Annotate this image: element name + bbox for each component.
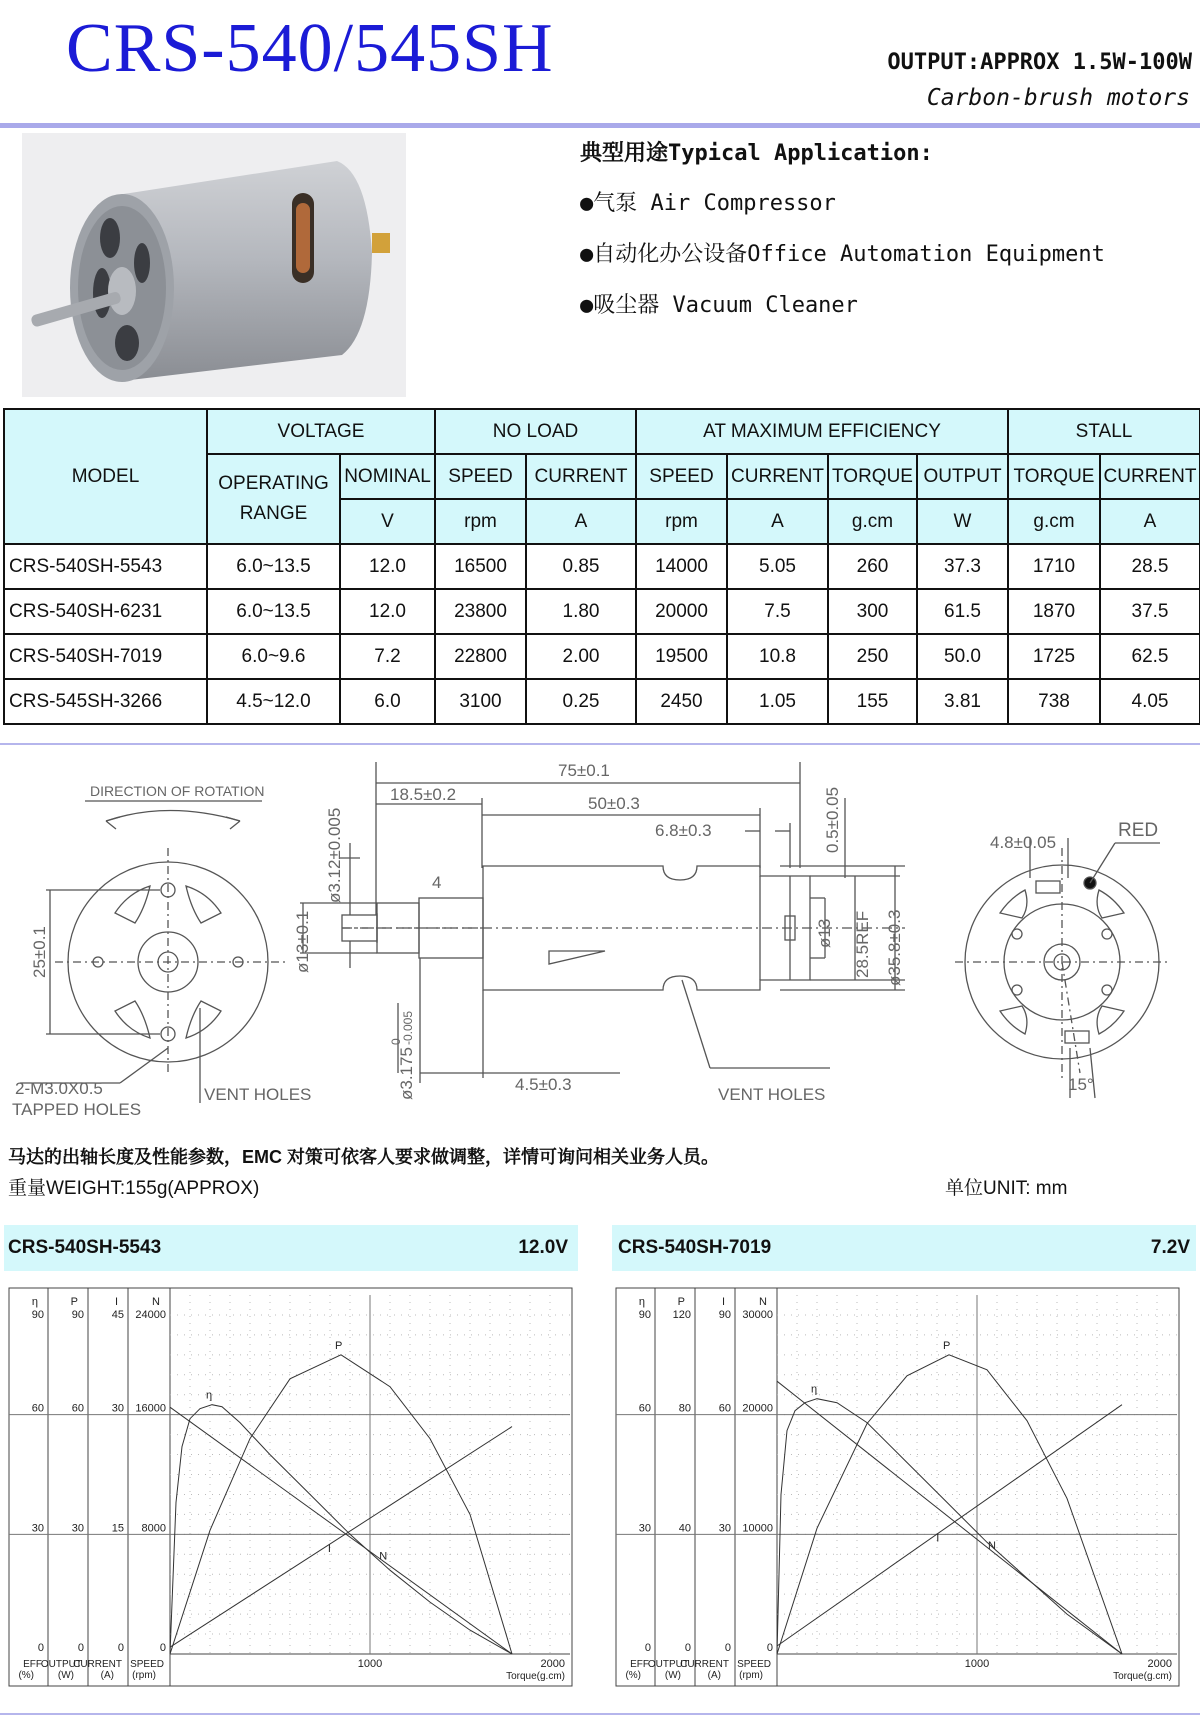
dim-label: 0.5±0.05 — [823, 786, 842, 853]
axis-tick-label: 0 — [159, 1642, 166, 1654]
axis-name: SPEED — [130, 1659, 164, 1670]
rotation-label: DIRECTION OF ROTATION — [90, 783, 265, 799]
table-cell: 20000 — [636, 589, 727, 634]
series-label: η — [206, 1389, 213, 1402]
axis-tick-label: 30 — [31, 1522, 44, 1535]
chart-frame — [9, 1288, 572, 1686]
axis-tick-label: 60 — [638, 1402, 651, 1415]
table-cell: 61.5 — [917, 589, 1008, 634]
series-label: N — [988, 1539, 996, 1552]
axis-tick-label: 16000 — [135, 1402, 166, 1415]
table-cell: 5.05 — [727, 544, 828, 589]
table-cell: 1.80 — [526, 589, 636, 634]
axis-name: SPEED — [737, 1659, 771, 1670]
unit-header: g.cm — [828, 499, 917, 544]
column-header: TORQUE — [828, 454, 917, 499]
header-max-efficiency: AT MAXIMUM EFFICIENCY — [636, 409, 1008, 454]
unit-header: A — [727, 499, 828, 544]
table-cell: 19500 — [636, 634, 727, 679]
table-cell: 6.0~13.5 — [207, 589, 340, 634]
table-row — [4, 679, 1200, 724]
table-cell: 1.05 — [727, 679, 828, 724]
performance-chart — [615, 1287, 1181, 1687]
axis-symbol: N — [152, 1296, 160, 1308]
dim-label: 4.8±0.05 — [990, 833, 1057, 852]
table-cell: 12.0 — [340, 589, 435, 634]
table-cell: 0.25 — [526, 679, 636, 724]
axis-unit: (rpm) — [739, 1670, 763, 1681]
axis-tick-label: 0 — [644, 1642, 651, 1654]
column-header: OUTPUT — [917, 454, 1008, 499]
table-cell: 50.0 — [917, 634, 1008, 679]
dim-label: VENT HOLES — [204, 1085, 312, 1104]
unit-header: V — [340, 499, 435, 544]
dim-label: ø3.12±0.005 — [325, 807, 344, 903]
table-cell: 3.81 — [917, 679, 1008, 724]
table-cell: 6.0~13.5 — [207, 544, 340, 589]
cell-model: CRS-540SH-7019 — [4, 634, 207, 679]
dim-label: 15° — [1068, 1075, 1094, 1094]
table-cell: 16500 — [435, 544, 526, 589]
x-axis-label: Torque(g.cm) — [506, 1671, 565, 1682]
dim-label: 4.5±0.3 — [515, 1075, 572, 1094]
axis-tick-label: 90 — [71, 1309, 84, 1321]
table-cell: 37.5 — [1100, 589, 1200, 634]
column-header: CURRENT — [727, 454, 828, 499]
axis-symbol: η — [638, 1296, 645, 1308]
axis-tick-label: 60 — [718, 1402, 731, 1415]
dim-label: 4 — [432, 873, 442, 892]
table-cell: 7.5 — [727, 589, 828, 634]
chart-voltage: 7.2V — [1150, 1237, 1190, 1258]
header-divider — [0, 123, 1200, 128]
series-label: I — [936, 1532, 940, 1545]
cell-model: CRS-540SH-5543 — [4, 544, 207, 589]
table-cell: 300 — [828, 589, 917, 634]
axis-tick-label: 30 — [638, 1522, 651, 1535]
axis-name: EFF — [23, 1659, 42, 1670]
table-row — [4, 634, 1200, 679]
x-tick-label: 1000 — [357, 1658, 383, 1670]
application-item: ●吸尘器 Vacuum Cleaner — [580, 293, 858, 318]
header-operating-range — [207, 454, 340, 544]
performance-chart — [8, 1287, 574, 1687]
axis-symbol: η — [31, 1296, 38, 1308]
axis-unit: (rpm) — [132, 1670, 156, 1681]
axis-unit: (W) — [664, 1670, 681, 1681]
axis-tick-label: 20000 — [742, 1402, 773, 1415]
table-cell: 22800 — [435, 634, 526, 679]
application-item: ●自动化办公设备Office Automation Equipment — [580, 242, 1105, 267]
axis-tick-label: 30000 — [742, 1309, 773, 1321]
chart-model: CRS-540SH-7019 — [618, 1237, 772, 1258]
table-cell: 23800 — [435, 589, 526, 634]
axis-tick-label: 90 — [31, 1309, 44, 1321]
unit-header: A — [526, 499, 636, 544]
series-line — [777, 1381, 1122, 1654]
series-label: P — [943, 1339, 951, 1352]
x-tick-label: 2000 — [540, 1658, 565, 1670]
axis-unit: (A) — [707, 1670, 721, 1681]
series-line — [170, 1427, 512, 1648]
axis-tick-label: 30 — [718, 1522, 731, 1535]
dim-tolerance: -0.005 — [401, 1010, 415, 1045]
axis-symbol: P — [70, 1296, 78, 1308]
table-cell: 2.00 — [526, 634, 636, 679]
column-header: CURRENT — [526, 454, 636, 499]
column-header: SPEED — [435, 454, 526, 499]
axis-tick-label: 120 — [672, 1309, 691, 1321]
series-line — [170, 1355, 512, 1654]
table-cell: 0.85 — [526, 544, 636, 589]
series-line — [777, 1405, 1122, 1646]
dim-label: 50±0.3 — [588, 794, 640, 813]
unit-header: g.cm — [1008, 499, 1100, 544]
note-cn: 马达的出轴长度及性能参数，EMC 对策可依客人要求做调整，详情可询问相关业务人员。 — [8, 1147, 719, 1167]
dim-label: ø13±0.1 — [293, 910, 312, 973]
axis-tick-label: 0 — [724, 1642, 731, 1654]
axis-name: OUTPUT — [647, 1659, 689, 1670]
axis-tick-label: 0 — [684, 1642, 691, 1654]
application-item: ●气泵 Air Compressor — [580, 191, 836, 216]
table-cell: 4.05 — [1100, 679, 1200, 724]
table-cell: 62.5 — [1100, 634, 1200, 679]
table-cell: 6.0~9.6 — [207, 634, 340, 679]
dim-label: ø3.175 — [397, 1047, 416, 1100]
unit-note: 单位UNIT: mm — [945, 1178, 1068, 1199]
applications-heading: 典型用途Typical Application: — [580, 141, 933, 166]
unit-header: W — [917, 499, 1008, 544]
axis-tick-label: 0 — [117, 1642, 124, 1654]
axis-tick-label: 10000 — [742, 1522, 773, 1535]
axis-symbol: P — [677, 1296, 685, 1308]
axis-tick-label: 0 — [77, 1642, 84, 1654]
axis-unit: (%) — [625, 1670, 641, 1681]
chart-frame — [616, 1288, 1179, 1686]
chart-voltage: 12.0V — [518, 1237, 568, 1258]
axis-name: OUTPUT — [40, 1659, 82, 1670]
series-label: P — [335, 1339, 343, 1352]
axis-tick-label: 24000 — [135, 1309, 166, 1321]
header-operating-range-line: RANGE — [239, 503, 308, 524]
output-range: OUTPUT:APPROX 1.5W-100W — [887, 50, 1192, 75]
dim-label: ø13 — [815, 918, 834, 948]
axis-name: CURRENT — [73, 1659, 122, 1670]
table-cell: 7.2 — [340, 634, 435, 679]
header-operating-range-line: OPERATING — [218, 473, 329, 494]
series-line — [777, 1399, 1122, 1654]
x-axis-label: Torque(g.cm) — [1113, 1671, 1172, 1682]
weight-note: 重量WEIGHT:155g(APPROX) — [8, 1178, 260, 1199]
applications — [580, 136, 1105, 339]
header-no-load: NO LOAD — [435, 409, 636, 454]
dim-label: RED — [1118, 820, 1159, 841]
footer-divider — [0, 1713, 1200, 1715]
table-cell: 4.5~12.0 — [207, 679, 340, 724]
axis-name: EFF — [630, 1659, 649, 1670]
dim-label: 28.5REF — [853, 910, 872, 978]
dim-label: ø35.8±0.3 — [885, 909, 904, 986]
page-title: CRS-540/545SH — [66, 10, 554, 87]
axis-symbol: N — [759, 1296, 767, 1308]
column-header: NOMINAL — [340, 454, 435, 499]
table-cell: 37.3 — [917, 544, 1008, 589]
column-header: SPEED — [636, 454, 727, 499]
section-divider — [0, 743, 1200, 745]
series-label: N — [379, 1550, 388, 1563]
axis-tick-label: 60 — [71, 1402, 84, 1415]
series-line — [170, 1407, 512, 1654]
axis-symbol: I — [114, 1296, 118, 1308]
chart-header — [612, 1225, 1196, 1271]
cell-model: CRS-545SH-3266 — [4, 679, 207, 724]
axis-unit: (W) — [57, 1670, 74, 1681]
table-cell: 250 — [828, 634, 917, 679]
unit-header: rpm — [435, 499, 526, 544]
axis-tick-label: 15 — [111, 1522, 124, 1535]
dim-label: 25±0.1 — [30, 926, 49, 978]
table-cell: 1870 — [1008, 589, 1100, 634]
dimension-drawing — [0, 748, 1200, 1128]
axis-tick-label: 45 — [111, 1309, 124, 1321]
table-row — [4, 544, 1200, 589]
axis-tick-label: 0 — [37, 1642, 44, 1654]
chart-model: CRS-540SH-5543 — [8, 1237, 162, 1258]
header-voltage: VOLTAGE — [207, 409, 435, 454]
dim-label: 2-M3.0X0.5 — [15, 1079, 103, 1098]
axis-name: CURRENT — [680, 1659, 729, 1670]
table-cell: 28.5 — [1100, 544, 1200, 589]
spec-table — [3, 408, 1200, 725]
dim-label: TAPPED HOLES — [12, 1100, 142, 1119]
series-label: I — [327, 1542, 331, 1555]
table-cell: 155 — [828, 679, 917, 724]
table-cell: 2450 — [636, 679, 727, 724]
axis-symbol: I — [721, 1296, 725, 1308]
chart-header — [4, 1225, 578, 1271]
table-cell: 12.0 — [340, 544, 435, 589]
header-stall: STALL — [1008, 409, 1200, 454]
dim-label: 6.8±0.3 — [655, 821, 712, 840]
dim-label: 75±0.1 — [558, 761, 610, 780]
x-tick-label: 2000 — [1147, 1658, 1172, 1670]
dim-label: VENT HOLES — [718, 1085, 826, 1104]
table-row — [4, 589, 1200, 634]
cell-model: CRS-540SH-6231 — [4, 589, 207, 634]
series-label: η — [811, 1383, 818, 1396]
page-subtitle: Carbon-brush motors — [926, 85, 1190, 111]
axis-tick-label: 30 — [111, 1402, 124, 1415]
dim-tolerance: 0 — [389, 1038, 403, 1045]
axis-tick-label: 0 — [766, 1642, 773, 1654]
axis-tick-label: 90 — [718, 1309, 731, 1321]
axis-tick-label: 80 — [678, 1402, 691, 1415]
table-cell: 14000 — [636, 544, 727, 589]
dim-label: 18.5±0.2 — [390, 785, 457, 804]
table-cell: 3100 — [435, 679, 526, 724]
axis-unit: (%) — [18, 1670, 34, 1681]
axis-tick-label: 90 — [638, 1309, 651, 1321]
table-cell: 1725 — [1008, 634, 1100, 679]
header-model: MODEL — [4, 409, 207, 544]
table-cell: 1710 — [1008, 544, 1100, 589]
unit-header: rpm — [636, 499, 727, 544]
column-header: CURRENT — [1100, 454, 1200, 499]
table-cell: 6.0 — [340, 679, 435, 724]
unit-header: A — [1100, 499, 1200, 544]
axis-tick-label: 60 — [31, 1402, 44, 1415]
column-header: TORQUE — [1008, 454, 1100, 499]
axis-tick-label: 30 — [71, 1522, 84, 1535]
axis-tick-label: 8000 — [141, 1522, 166, 1535]
table-cell: 738 — [1008, 679, 1100, 724]
axis-tick-label: 40 — [678, 1522, 691, 1535]
table-cell: 260 — [828, 544, 917, 589]
x-tick-label: 1000 — [964, 1658, 990, 1670]
table-cell: 10.8 — [727, 634, 828, 679]
motor-photo — [22, 133, 406, 397]
axis-unit: (A) — [100, 1670, 114, 1681]
